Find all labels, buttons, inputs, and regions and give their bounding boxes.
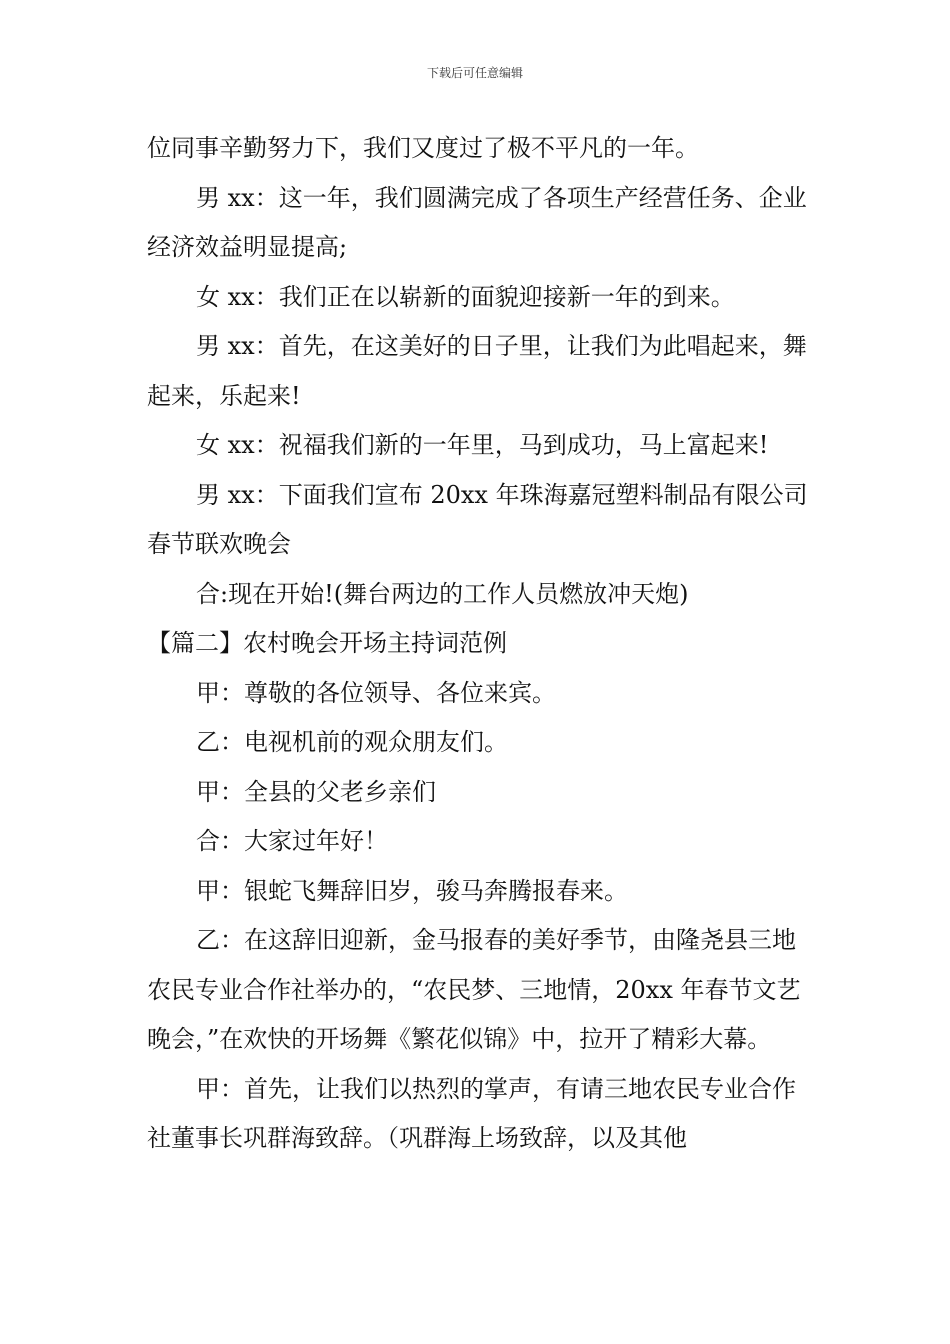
paragraph: 甲：银蛇飞舞辞旧岁，骏马奔腾报春来。 bbox=[196, 876, 628, 905]
document-body bbox=[147, 124, 817, 1164]
page-header: 下载后可任意编辑 bbox=[426, 66, 523, 80]
paragraph: 女 xx：我们正在以崭新的面貌迎接新一年的到来。 bbox=[196, 282, 735, 311]
paragraph: 男 xx：这一年，我们圆满完成了各项生产经营任务、企业经济效益明显提高; bbox=[147, 183, 807, 261]
paragraph: 男 xx：首先，在这美好的日子里，让我们为此唱起来，舞起来，乐起来! bbox=[147, 332, 807, 410]
paragraph: 位同事辛勤努力下，我们又度过了极不平凡的一年。 bbox=[147, 134, 699, 162]
paragraph: 合:现在开始!(舞台两边的工作人员燃放冲天炮) bbox=[196, 579, 689, 608]
paragraph: 甲：尊敬的各位领导、各位来宾。 bbox=[196, 678, 556, 707]
paragraph: 合：大家过年好！ bbox=[196, 827, 388, 855]
section-heading: 【篇二】农村晚会开场主持词范例 bbox=[147, 629, 507, 657]
paragraph: 甲：首先，让我们以热烈的掌声，有请三地农民专业合作社董事长巩群海致辞。（巩群海上场致辞，以及其他 bbox=[147, 1074, 796, 1152]
paragraph: 乙：电视机前的观众朋友们。 bbox=[196, 728, 508, 756]
paragraph: 男 xx：下面我们宣布 20xx 年珠海嘉冠塑料制品有限公司春节联欢晚会 bbox=[147, 480, 808, 558]
paragraph: 甲：全县的父老乡亲们 bbox=[196, 777, 436, 806]
paragraph: 女 xx：祝福我们新的一年里，马到成功，马上富起来! bbox=[196, 431, 769, 459]
paragraph: 乙：在这辞旧迎新，金马报春的美好季节，由隆尧县三地农民专业合作社举办的，“农民梦、三地情，20xx 年春节文艺晚会，”在欢快的开场舞《繁花似锦》中，拉开了精彩大幕。 bbox=[147, 926, 801, 1053]
